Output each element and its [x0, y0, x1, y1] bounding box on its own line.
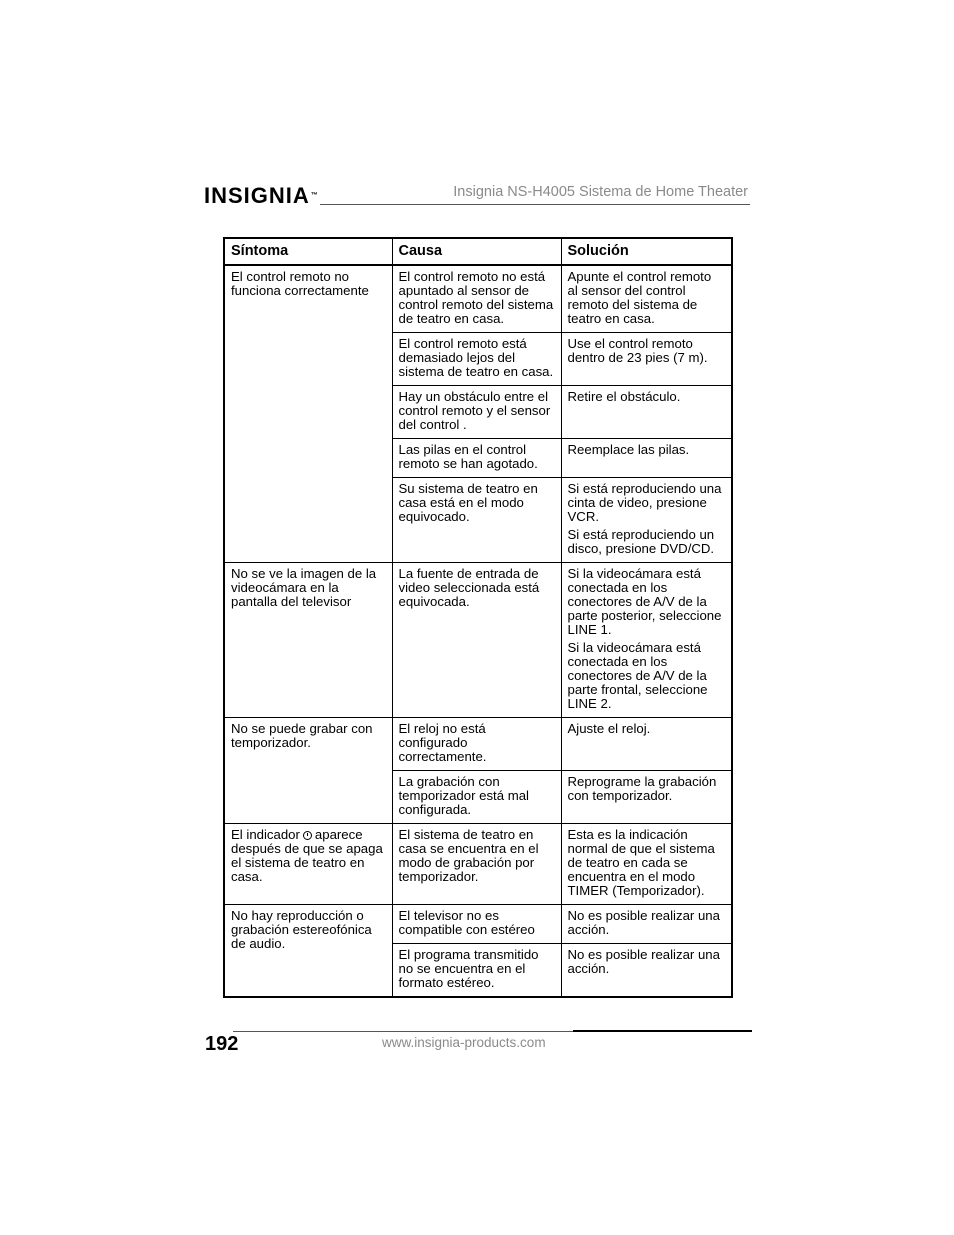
- symptom-cell: No hay reproducción o grabación estereofónica de audio.: [224, 905, 392, 998]
- solution-text: No es posible realizar una acción.: [567, 908, 720, 937]
- symptom-text-before: El indicador: [231, 827, 300, 842]
- troubleshooting-table: [223, 237, 733, 998]
- solution-cell: [561, 905, 732, 944]
- brand-name: INSIGNIA: [204, 183, 310, 208]
- solution-text: Si está reproduciendo una cinta de video, presione VCR.: [567, 481, 722, 524]
- solution-text: Esta es la indicación normal de que el sistema de teatro en cada se encuentra en el modo TIMER (Temporizador).: [567, 827, 715, 898]
- solution-cell: [561, 439, 732, 478]
- symptom-cell: No se puede grabar con temporizador.: [224, 718, 392, 824]
- table-row: [224, 905, 732, 944]
- cause-cell: La grabación con temporizador está mal configurada.: [392, 771, 561, 824]
- solution-text: Ajuste el reloj.: [567, 721, 651, 736]
- cause-cell: Las pilas en el control remoto se han agotado.: [392, 439, 561, 478]
- footer-url: www.insignia-products.com: [382, 1035, 546, 1050]
- column-header-cause: Causa: [392, 238, 561, 265]
- cause-cell: El televisor no es compatible con estéreo: [392, 905, 561, 944]
- cause-cell: Hay un obstáculo entre el control remoto y el sensor del control .: [392, 386, 561, 439]
- solution-text: Si está reproduciendo un disco, presione DVD/CD.: [567, 527, 715, 556]
- trademark-symbol: ™: [310, 192, 319, 199]
- table-row: [224, 265, 732, 333]
- symptom-text-after: aparece después de que se apaga el sistema de teatro en casa.: [231, 827, 383, 884]
- solution-cell: [561, 333, 732, 386]
- table-row: [224, 718, 732, 771]
- header-title: Insignia NS-H4005 Sistema de Home Theater: [453, 184, 748, 200]
- timer-indicator-icon: [303, 831, 312, 840]
- solution-cell: [561, 563, 732, 718]
- solution-cell: [561, 771, 732, 824]
- solution-cell: [561, 718, 732, 771]
- cause-cell: El control remoto está demasiado lejos del sistema de teatro en casa.: [392, 333, 561, 386]
- insignia-logo: [204, 183, 319, 209]
- solution-cell: [561, 478, 732, 563]
- table-row: [224, 563, 732, 718]
- symptom-cell: El control remoto no funciona correctamente: [224, 265, 392, 563]
- cause-cell: La fuente de entrada de video seleccionada está equivocada.: [392, 563, 561, 718]
- symptom-cell: [224, 824, 392, 905]
- solution-text: Apunte el control remoto al sensor del control remoto del sistema de teatro en casa.: [567, 269, 712, 326]
- page-number: 192: [205, 1033, 239, 1055]
- solution-text: Si la videocámara está conectada en los conectores de A/V de la parte frontal, seleccione LINE 2.: [567, 640, 708, 711]
- solution-text: Retire el obstáculo.: [567, 389, 681, 404]
- cause-cell: El reloj no está configurado correctamente.: [392, 718, 561, 771]
- header-divider: [320, 204, 750, 205]
- solution-text: Use el control remoto dentro de 23 pies (7 m).: [567, 336, 708, 365]
- solution-text: Reemplace las pilas.: [567, 442, 690, 457]
- cause-cell: Su sistema de teatro en casa está en el modo equivocado.: [392, 478, 561, 563]
- table-header-row: [224, 238, 732, 265]
- solution-cell: [561, 824, 732, 905]
- footer-divider: [233, 1030, 752, 1032]
- cause-cell: El control remoto no está apuntado al sensor de control remoto del sistema de teatro en casa.: [392, 265, 561, 333]
- cause-cell: El sistema de teatro en casa se encuentra en el modo de grabación por temporizador.: [392, 824, 561, 905]
- column-header-symptom: Síntoma: [224, 238, 392, 265]
- column-header-solution: Solución: [561, 238, 732, 265]
- solution-cell: [561, 386, 732, 439]
- solution-cell: [561, 944, 732, 998]
- table-row: [224, 824, 732, 905]
- solution-text: No es posible realizar una acción.: [567, 947, 720, 976]
- solution-text: Reprograme la grabación con temporizador.: [567, 774, 717, 803]
- symptom-cell: No se ve la imagen de la videocámara en la pantalla del televisor: [224, 563, 392, 718]
- solution-cell: [561, 265, 732, 333]
- cause-cell: El programa transmitido no se encuentra en el formato estéreo.: [392, 944, 561, 998]
- solution-text: Si la videocámara está conectada en los conectores de A/V de la parte posterior, seleccione LINE 1.: [567, 566, 722, 637]
